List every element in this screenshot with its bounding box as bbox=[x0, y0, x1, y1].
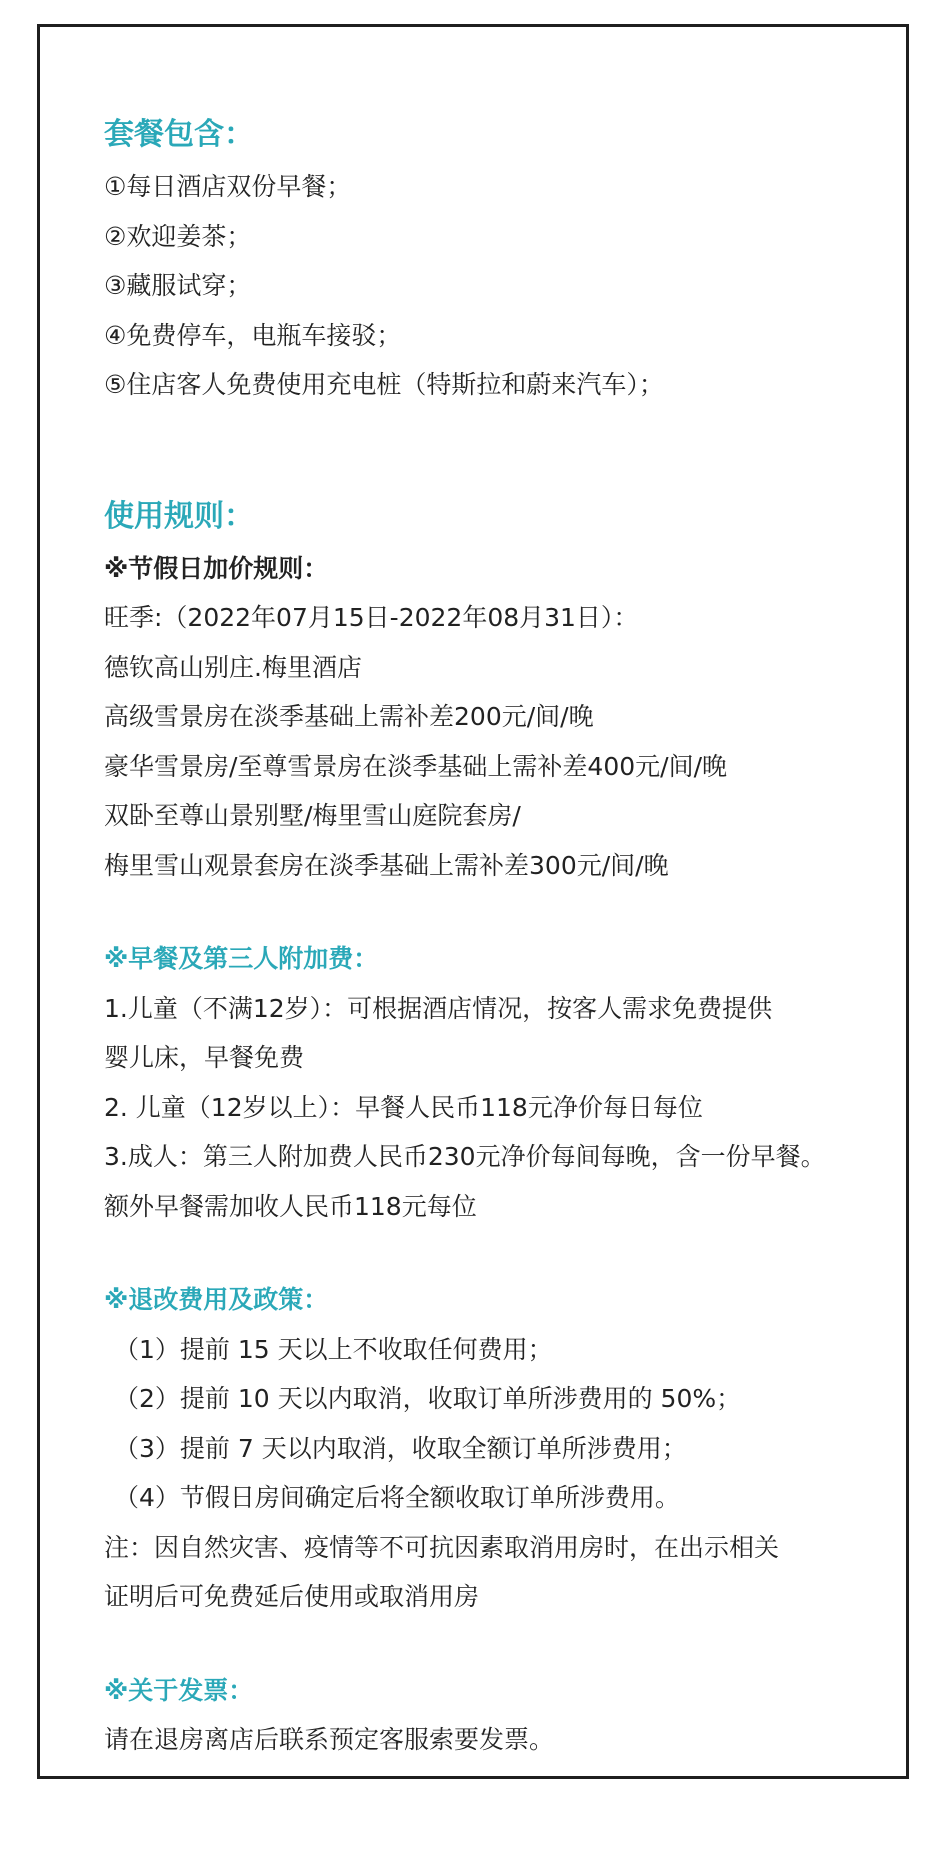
holiday-line: 旺季:（2022年07月15日-2022年08月31日）： bbox=[104, 603, 639, 632]
breakfast-line: 1.儿童（不满12岁）：可根据酒店情况，按客人需求免费提供 bbox=[104, 993, 773, 1023]
holiday-line: 双卧至尊山景别墅/梅里雪山庭院套房/ bbox=[104, 801, 521, 830]
holiday-line: 梅里雪山观景套房在淡季基础上需补差300元/间/晚 bbox=[104, 850, 669, 880]
section-spacer bbox=[104, 1622, 894, 1666]
holiday-line: 德钦高山别庄.梅里酒店 bbox=[104, 652, 362, 682]
package-item: ④免费停车，电瓶车接驳； bbox=[104, 320, 402, 350]
holiday-line: 豪华雪景房/至尊雪景房在淡季基础上需补差400元/间/晚 bbox=[104, 751, 727, 781]
refund-item: （4）节假日房间确定后将全额收取订单所涉费用。 bbox=[114, 1483, 680, 1512]
invoice-subheading: ※关于发票： bbox=[104, 1675, 254, 1705]
section-spacer bbox=[104, 1231, 894, 1275]
rules-heading: 使用规则： bbox=[104, 498, 254, 534]
invoice-line: 请在退房离店后联系预定客服索要发票。 bbox=[104, 1725, 555, 1754]
refund-subheading: ※退改费用及政策： bbox=[104, 1285, 329, 1314]
package-item: ⑤住店客人免费使用充电桩（特斯拉和蔚来汽车）； bbox=[104, 370, 664, 399]
breakfast-subheading: ※早餐及第三人附加费： bbox=[104, 944, 379, 973]
holiday-line: 高级雪景房在淡季基础上需补差200元/间/晚 bbox=[104, 702, 594, 731]
holiday-subheading: ※节假日加价规则： bbox=[104, 553, 329, 583]
breakfast-line: 额外早餐需加收人民币118元每位 bbox=[104, 1191, 477, 1221]
refund-note: 注：因自然灾害、疫情等不可抗因素取消用房时，在出示相关 bbox=[104, 1532, 780, 1562]
section-spacer bbox=[104, 890, 894, 934]
breakfast-line: 2. 儿童（12岁以上）：早餐人民币118元净价每日每位 bbox=[104, 1092, 703, 1122]
refund-item: （2）提前 10 天以内取消，收取订单所涉费用的 50%； bbox=[114, 1384, 742, 1413]
section-spacer bbox=[104, 410, 894, 490]
package-item: ①每日酒店双份早餐； bbox=[104, 172, 352, 201]
breakfast-line: 婴儿床，早餐免费 bbox=[104, 1043, 305, 1072]
package-item: ③藏服试穿； bbox=[104, 271, 252, 300]
refund-item: （1）提前 15 天以上不收取任何费用； bbox=[114, 1334, 553, 1364]
policy-content bbox=[104, 108, 894, 1765]
package-item: ②欢迎姜茶； bbox=[104, 221, 252, 251]
package-heading: 套餐包含： bbox=[104, 117, 254, 152]
refund-item: （3）提前 7 天以内取消，收取全额订单所涉费用； bbox=[114, 1433, 687, 1463]
breakfast-line: 3.成人：第三人附加费人民币230元净价每间每晚，含一份早餐。 bbox=[104, 1142, 826, 1171]
refund-note: 证明后可免费延后使用或取消用房 bbox=[104, 1582, 480, 1611]
